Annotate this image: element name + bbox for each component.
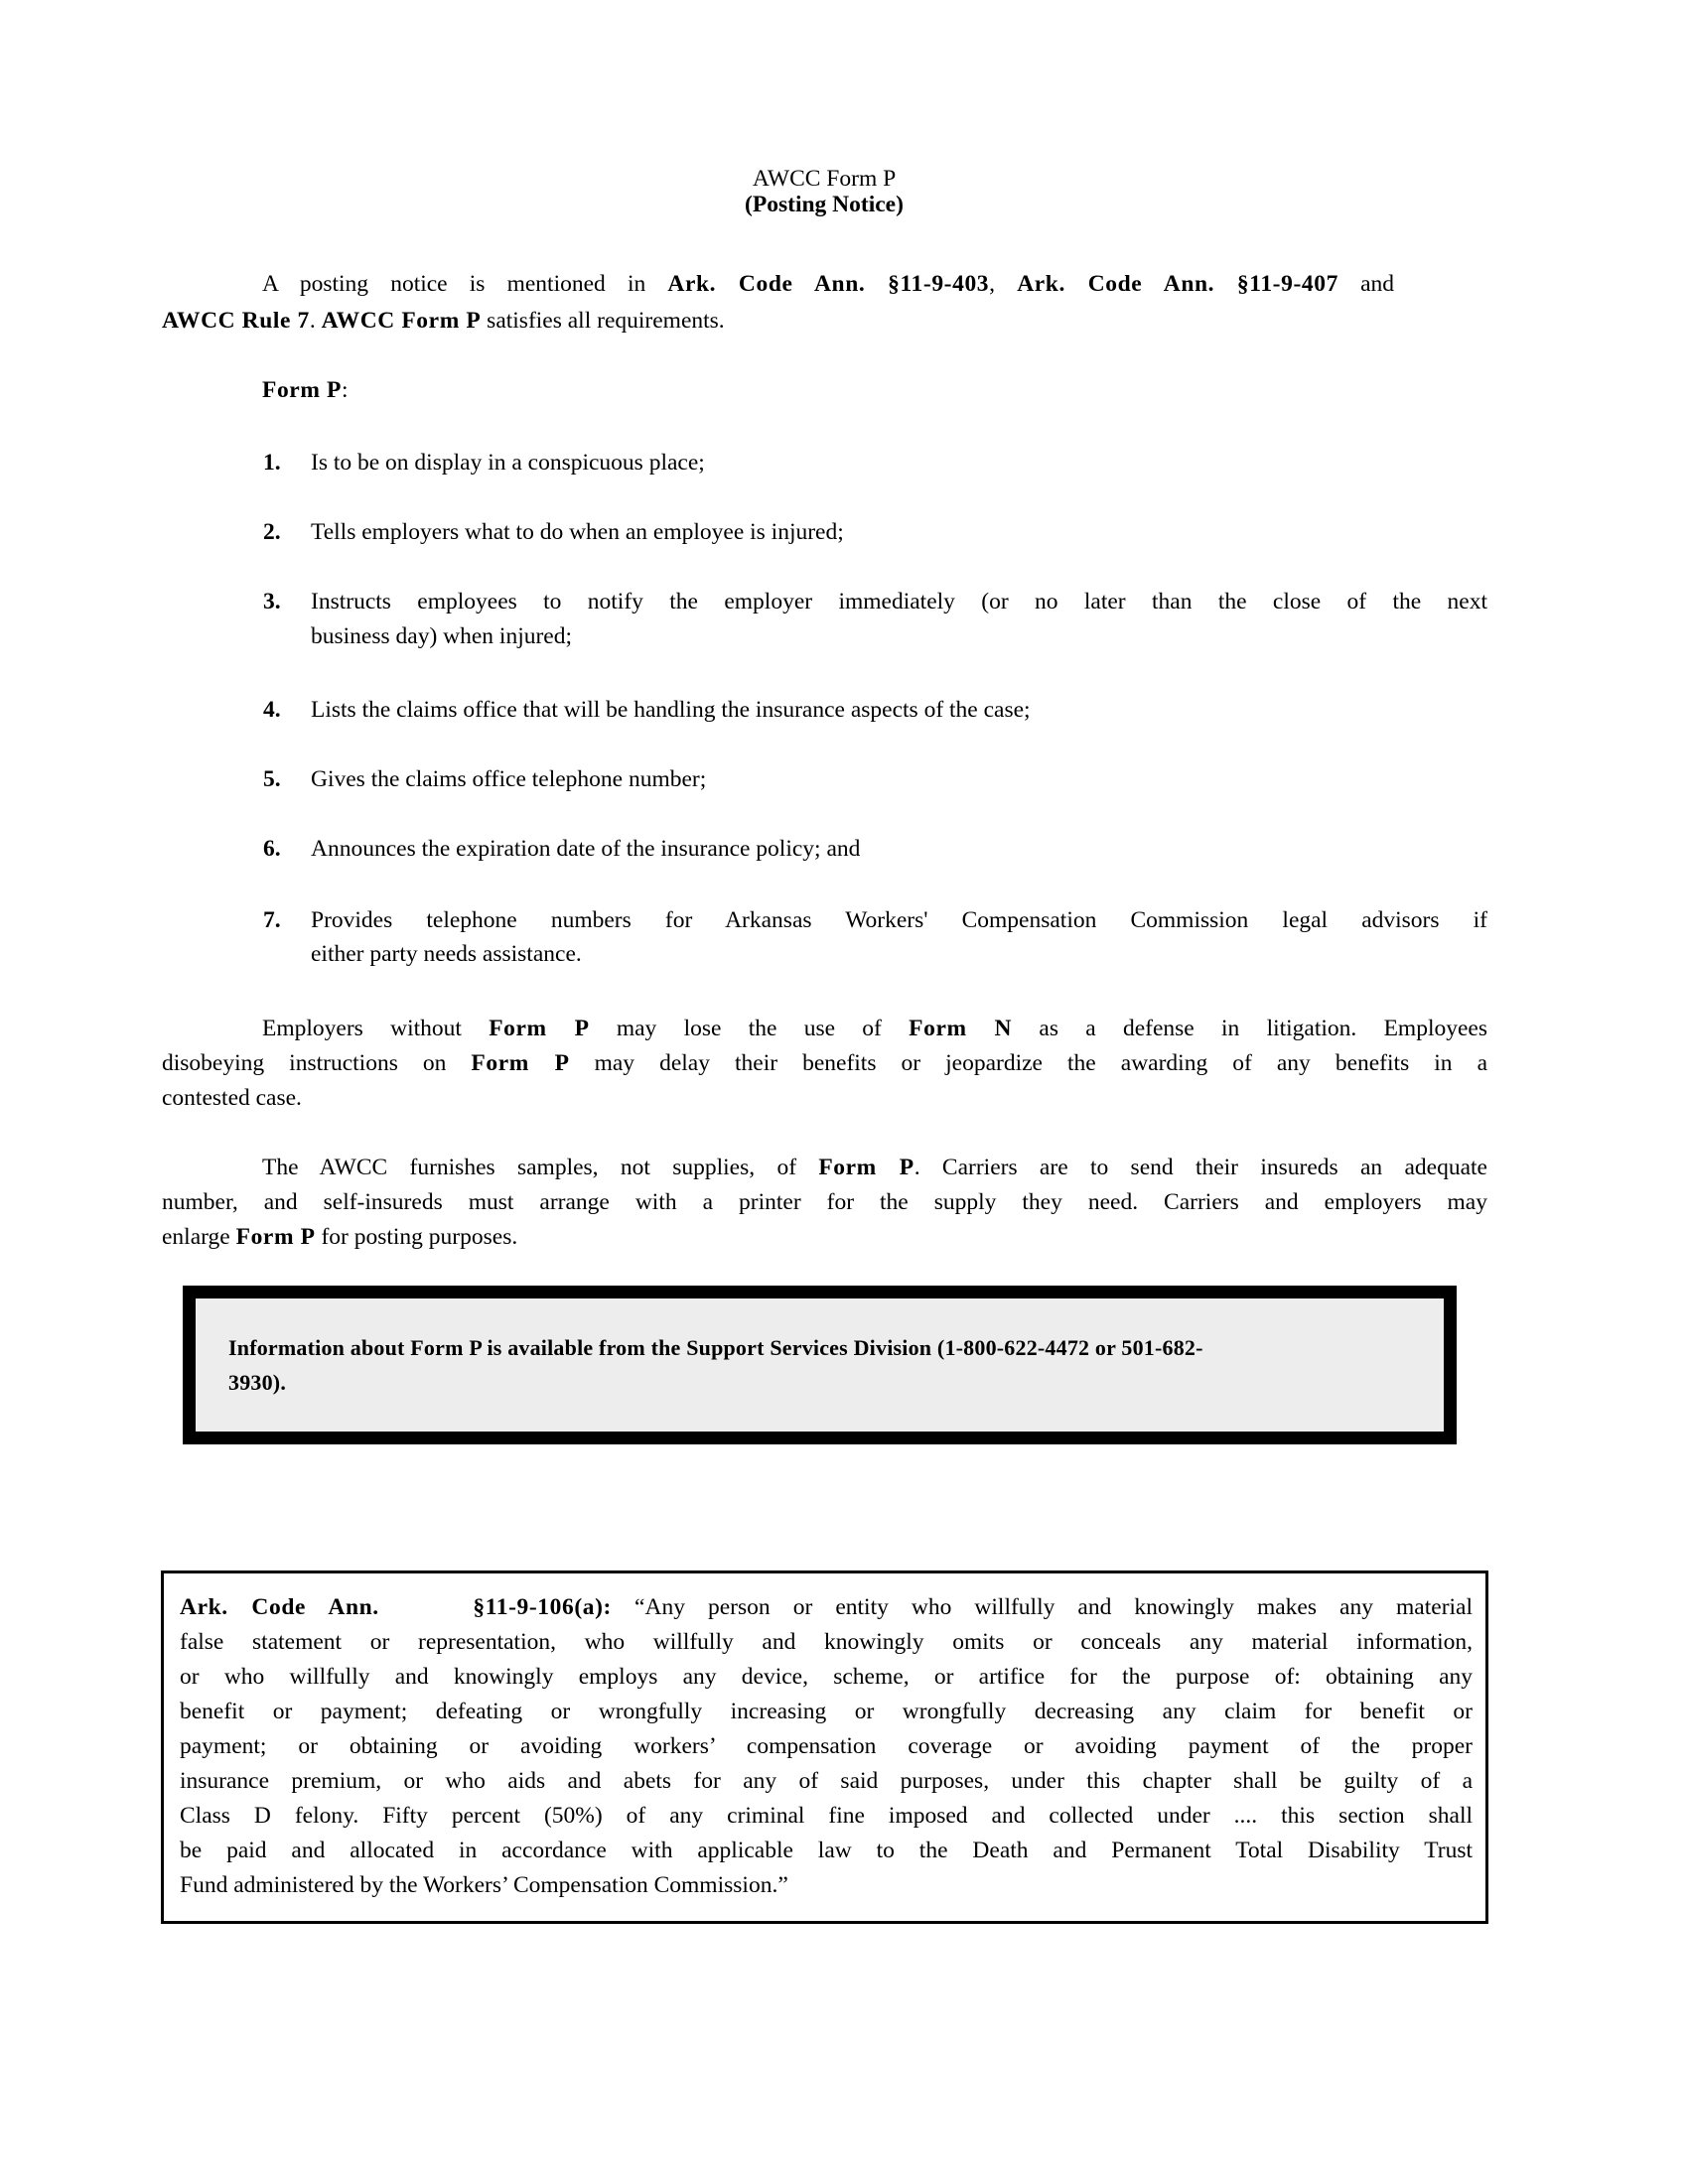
paragraph-line (262, 1154, 1487, 1181)
intro-text: satisfies all requirements. (481, 308, 725, 334)
legal-line (180, 1593, 1473, 1621)
legal-line: or who willfully and knowingly employs any device, scheme, or artifice for the purpose of: obtaining any (180, 1664, 1473, 1690)
list-number: 6. (263, 836, 281, 862)
info-callout-box (183, 1286, 1457, 1444)
form-ref: Form P (489, 1016, 590, 1041)
info-text-line-2: 3930). (228, 1370, 287, 1395)
text: for posting purposes. (315, 1224, 518, 1250)
legal-line: benefit or payment; defeating or wrongfully increasing or wrongfully decreasing any claim for benefit or (180, 1699, 1473, 1724)
text: “Any person or entity who willfully and knowingly makes any material (612, 1594, 1473, 1620)
text: may lose the use of (589, 1016, 910, 1041)
intro-line-1 (262, 270, 1394, 298)
text: Employers without (262, 1016, 490, 1041)
legal-line: payment; or obtaining or avoiding workers’ compensation coverage or avoiding payment of the proper (180, 1733, 1473, 1759)
list-item-text: Is to be on display in a conspicuous place; (311, 450, 705, 476)
text: may delay their benefits or jeopardize the awarding of any benefits in a (569, 1050, 1487, 1076)
intro-text: and (1337, 271, 1394, 297)
rule-ref: AWCC Rule 7 (162, 308, 310, 334)
paragraph-line (162, 1049, 1487, 1077)
statute-ref-403: Ark. Code Ann. §11-9-403 (667, 271, 990, 297)
form-ref: AWCC Form P (321, 308, 482, 334)
paragraph-line (162, 1223, 517, 1251)
form-p-label (262, 376, 348, 404)
legal-line: false statement or representation, who willfully and knowingly omits or conceals any material information, (180, 1629, 1473, 1655)
legal-line: Fund administered by the Workers’ Compensation Commission.” (180, 1872, 788, 1898)
form-ref: Form P (818, 1155, 914, 1180)
list-item-text-continued: business day) when injured; (311, 623, 573, 649)
text: enlarge (162, 1224, 236, 1250)
form-p-label-colon: : (341, 377, 349, 403)
text: . Carriers are to send their insureds an adequate (914, 1155, 1487, 1180)
list-number: 1. (263, 450, 281, 476)
text: as a defense in litigation. Employees (1012, 1016, 1487, 1041)
list-item-text: Provides telephone numbers for Arkansas Workers' Compensation Commission legal advisors if (311, 907, 1487, 933)
legal-line: be paid and allocated in accordance with applicable law to the Death and Permanent Total Disability Trust (180, 1838, 1473, 1863)
list-item-text-continued: either party needs assistance. (311, 941, 582, 967)
list-number: 2. (263, 519, 281, 545)
list-item-text: Instructs employees to notify the employer immediately (or no later than the close of the next (311, 589, 1487, 614)
paragraph-line: contested case. (162, 1085, 302, 1111)
list-item-text: Lists the claims office that will be handling the insurance aspects of the case; (311, 697, 1031, 723)
paragraph-line (262, 1015, 1487, 1042)
list-item-text: Announces the expiration date of the insurance policy; and (311, 836, 861, 862)
intro-text: A posting notice is mentioned in (262, 271, 668, 297)
legal-line: insurance premium, or who aids and abets for any of said purposes, under this chapter shall be guilty of a (180, 1768, 1473, 1794)
paragraph-line: number, and self-insureds must arrange with a printer for the supply they need. Carriers and employers may (162, 1189, 1487, 1215)
list-number: 4. (263, 697, 281, 723)
text: disobeying instructions on (162, 1050, 472, 1076)
intro-text: . (309, 308, 322, 334)
statute-ref-407: Ark. Code Ann. §11-9-407 (1017, 271, 1338, 297)
form-p-label-bold: Form P (262, 377, 342, 403)
document-title: AWCC Form P (752, 166, 897, 192)
list-item-text: Tells employers what to do when an employee is injured; (311, 519, 844, 545)
list-number: 3. (263, 589, 281, 614)
form-ref: Form P (471, 1050, 570, 1076)
text: The AWCC furnishes samples, not supplies, of (262, 1155, 819, 1180)
legal-statute-box (161, 1570, 1488, 1924)
list-number: 5. (263, 766, 281, 792)
list-item-text: Gives the claims office telephone number; (311, 766, 707, 792)
intro-text: , (989, 271, 1018, 297)
document-subtitle: (Posting Notice) (745, 192, 904, 217)
form-ref: Form P (235, 1224, 316, 1250)
intro-line-2 (162, 307, 725, 335)
form-ref: Form N (909, 1016, 1013, 1041)
statute-citation: Ark. Code Ann. §11-9-106(a): (180, 1594, 612, 1620)
list-number: 7. (263, 907, 281, 933)
info-text-line-1: Information about Form P is available from the Support Services Division (1-800-622-4472 or 501-682- (228, 1335, 1203, 1360)
legal-line: Class D felony. Fifty percent (50%) of any criminal fine imposed and collected under .... this section shall (180, 1803, 1473, 1829)
